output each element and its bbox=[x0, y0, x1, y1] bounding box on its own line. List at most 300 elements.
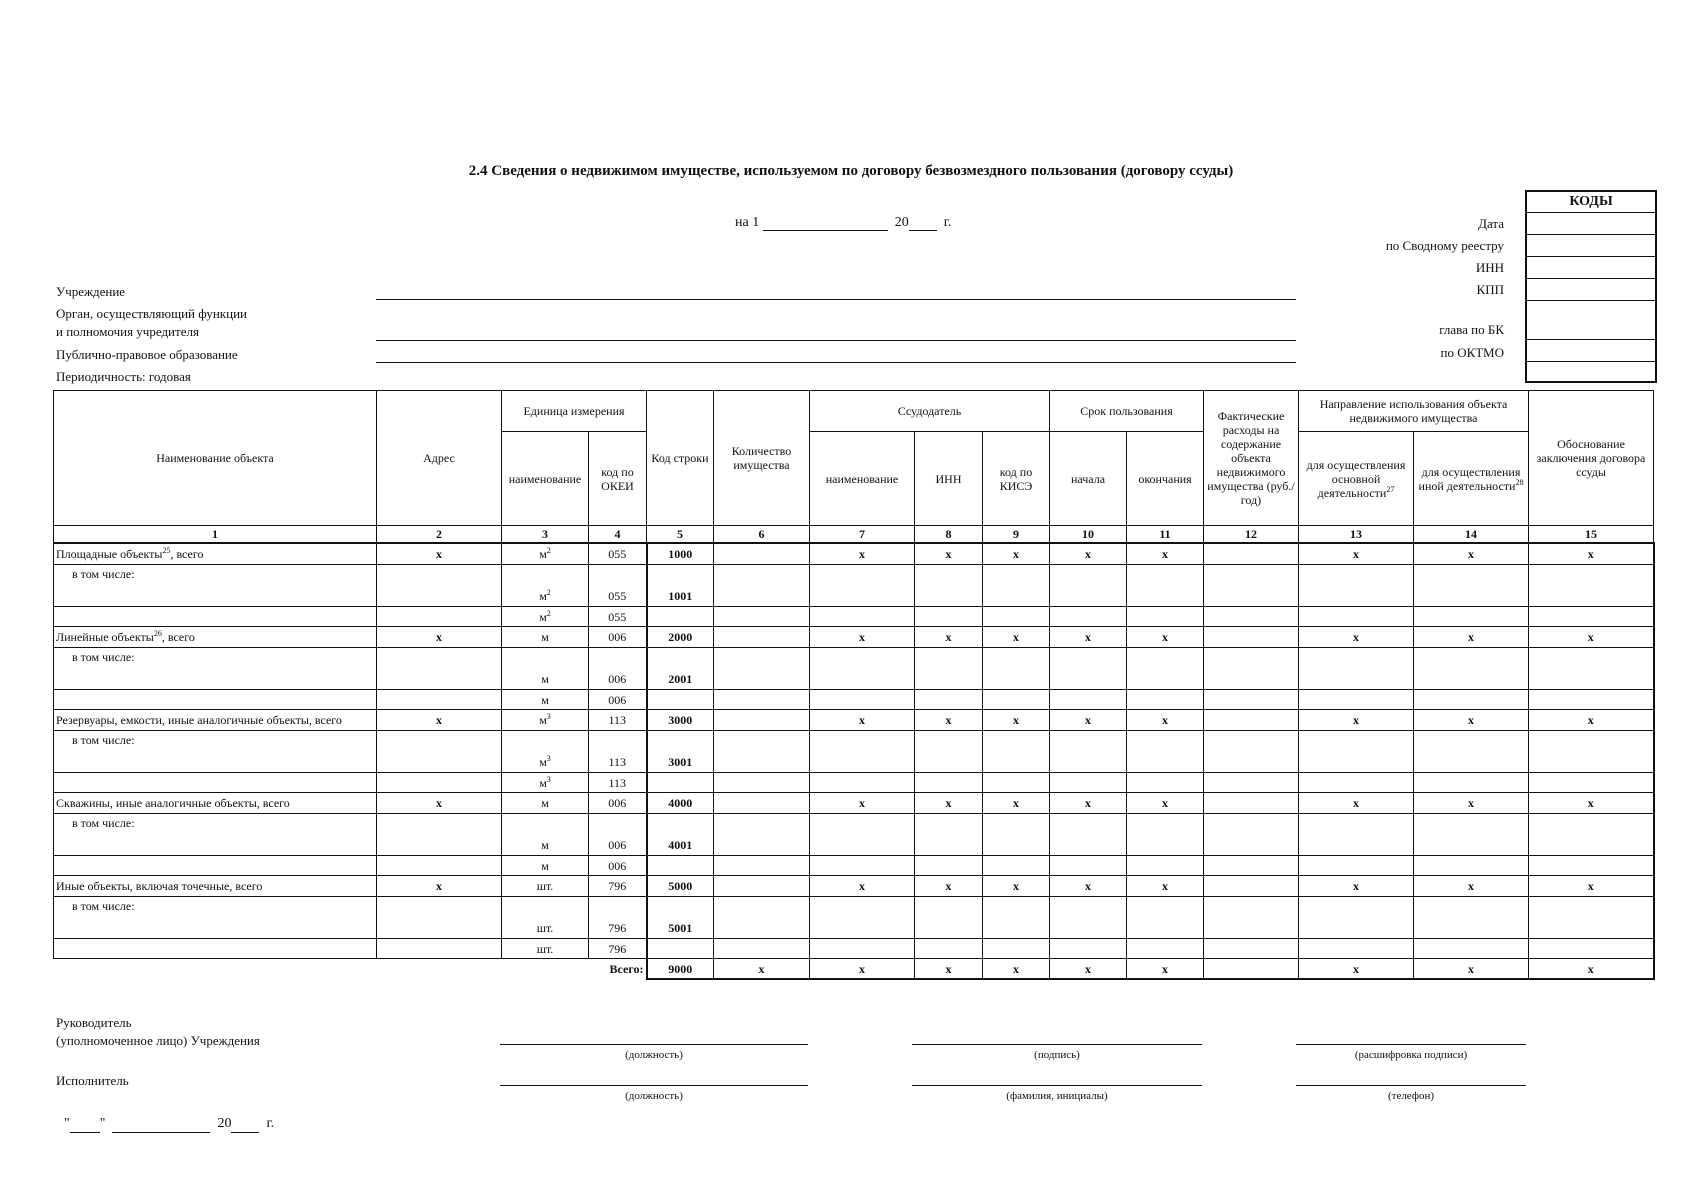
okei-code-cell: 006 bbox=[589, 648, 647, 690]
input-cell[interactable] bbox=[915, 773, 983, 793]
in-that-number-label: в том числе: bbox=[54, 731, 377, 773]
unit-name-cell bbox=[502, 814, 589, 856]
input-cell[interactable] bbox=[1204, 565, 1299, 607]
input-cell[interactable] bbox=[1050, 565, 1127, 607]
input-cell[interactable] bbox=[1204, 793, 1299, 814]
input-cell[interactable] bbox=[1299, 731, 1414, 773]
input-cell[interactable] bbox=[983, 565, 1050, 607]
input-cell[interactable] bbox=[915, 939, 983, 959]
x-cell: x bbox=[1414, 710, 1529, 731]
input-cell[interactable] bbox=[1127, 939, 1204, 959]
executor-phone-field[interactable] bbox=[1296, 1085, 1526, 1086]
unit-text: м bbox=[541, 838, 549, 852]
x-cell: x bbox=[1050, 627, 1127, 648]
x-cell: x bbox=[810, 876, 915, 897]
input-cell[interactable] bbox=[1414, 565, 1529, 607]
head-decoding-field[interactable] bbox=[1296, 1044, 1526, 1045]
x-cell: x bbox=[1414, 627, 1529, 648]
input-cell[interactable] bbox=[1299, 897, 1414, 939]
input-cell[interactable] bbox=[377, 856, 502, 876]
input-cell[interactable] bbox=[1299, 939, 1414, 959]
unit-text: шт. bbox=[536, 879, 554, 893]
input-cell[interactable] bbox=[1414, 897, 1529, 939]
header-direction: Направление использования объекта недвижимого имущества bbox=[1299, 391, 1529, 432]
input-cell[interactable] bbox=[1127, 690, 1204, 710]
unit-name-cell bbox=[502, 565, 589, 607]
input-cell[interactable] bbox=[1050, 773, 1127, 793]
input-cell[interactable] bbox=[54, 773, 377, 793]
input-cell[interactable] bbox=[1529, 856, 1654, 876]
code-registry-cell[interactable] bbox=[1527, 235, 1655, 257]
in-that-number-label: в том числе: bbox=[54, 648, 377, 690]
x-cell: x bbox=[1414, 543, 1529, 565]
input-cell[interactable] bbox=[983, 648, 1050, 690]
input-cell[interactable] bbox=[1299, 565, 1414, 607]
input-cell[interactable] bbox=[810, 565, 915, 607]
input-cell[interactable] bbox=[1414, 773, 1529, 793]
section-footnote: 26 bbox=[153, 629, 162, 638]
x-cell: x bbox=[1050, 876, 1127, 897]
input-cell[interactable] bbox=[1529, 939, 1654, 959]
unit-text: м bbox=[539, 547, 547, 561]
input-cell[interactable] bbox=[983, 731, 1050, 773]
input-cell[interactable] bbox=[54, 690, 377, 710]
input-cell[interactable] bbox=[714, 876, 810, 897]
x-cell: x bbox=[915, 793, 983, 814]
subrow-extra bbox=[54, 607, 1654, 627]
header-dir-main bbox=[1299, 432, 1414, 526]
input-cell[interactable] bbox=[1204, 543, 1299, 565]
in-that-number-label: в том числе: bbox=[54, 814, 377, 856]
input-cell[interactable] bbox=[1050, 939, 1127, 959]
row-code-cell[interactable] bbox=[647, 856, 714, 876]
input-cell[interactable] bbox=[983, 897, 1050, 939]
header-row-code: Код строки bbox=[647, 391, 714, 526]
input-cell[interactable] bbox=[915, 856, 983, 876]
input-cell[interactable] bbox=[714, 627, 810, 648]
section-name-text: Скважины, иные аналогичные объекты, всего bbox=[56, 796, 290, 810]
header-lender-name: наименование bbox=[810, 432, 915, 526]
codes-header: КОДЫ bbox=[1527, 192, 1655, 213]
row-code-cell[interactable] bbox=[647, 690, 714, 710]
input-cell[interactable] bbox=[810, 690, 915, 710]
input-cell[interactable] bbox=[54, 856, 377, 876]
input-cell[interactable] bbox=[1529, 897, 1654, 939]
total-spacer bbox=[54, 959, 377, 980]
subrow-extra bbox=[54, 856, 1654, 876]
header-object-name: Наименование объекта bbox=[54, 391, 377, 526]
column-number: 14 bbox=[1414, 526, 1529, 544]
input-cell[interactable] bbox=[1414, 690, 1529, 710]
input-cell[interactable] bbox=[810, 731, 915, 773]
input-cell[interactable] bbox=[1414, 648, 1529, 690]
head-label-2: (уполномоченное лицо) Учреждения bbox=[56, 1033, 260, 1048]
header-lender-inn: ИНН bbox=[915, 432, 983, 526]
total-row bbox=[54, 959, 1654, 980]
input-cell[interactable] bbox=[810, 607, 915, 627]
section-total-row bbox=[54, 710, 1654, 731]
codes-box bbox=[1525, 190, 1657, 383]
unit-text: шт. bbox=[536, 921, 554, 935]
input-cell[interactable] bbox=[1050, 731, 1127, 773]
row-code-cell: 2000 bbox=[647, 627, 714, 648]
input-cell[interactable] bbox=[915, 897, 983, 939]
unit-name-cell bbox=[502, 897, 589, 939]
subrow-detail bbox=[54, 565, 1654, 607]
input-cell[interactable] bbox=[1127, 565, 1204, 607]
section-name bbox=[54, 543, 377, 565]
input-cell[interactable] bbox=[1414, 814, 1529, 856]
x-cell: x bbox=[810, 627, 915, 648]
section-total-row bbox=[54, 627, 1654, 648]
x-cell: x bbox=[377, 710, 502, 731]
input-cell[interactable] bbox=[1050, 690, 1127, 710]
section-footnote: 25 bbox=[162, 546, 171, 555]
property-table bbox=[53, 390, 1655, 980]
input-cell[interactable] bbox=[54, 939, 377, 959]
institution-field[interactable] bbox=[376, 299, 1296, 300]
unit-name-cell bbox=[502, 607, 589, 627]
input-cell[interactable] bbox=[714, 856, 810, 876]
section-name bbox=[54, 793, 377, 814]
total-cell-x: x bbox=[983, 959, 1050, 980]
x-cell: x bbox=[1050, 710, 1127, 731]
okei-code-cell: 055 bbox=[589, 543, 647, 565]
input-cell[interactable] bbox=[714, 793, 810, 814]
input-cell[interactable] bbox=[1529, 690, 1654, 710]
input-cell[interactable] bbox=[1414, 939, 1529, 959]
code-kpp-cell[interactable] bbox=[1527, 279, 1655, 301]
column-number: 12 bbox=[1204, 526, 1299, 544]
header-unit-name: наименование bbox=[502, 432, 589, 526]
founder-label-2: и полномочия учредителя bbox=[56, 324, 199, 339]
input-cell[interactable] bbox=[1050, 607, 1127, 627]
input-cell[interactable] bbox=[915, 648, 983, 690]
input-cell[interactable] bbox=[1127, 897, 1204, 939]
public-entity-label: Публично-правовое образование bbox=[56, 347, 238, 362]
input-cell[interactable] bbox=[1204, 731, 1299, 773]
input-cell[interactable] bbox=[1204, 876, 1299, 897]
okei-code-cell: 796 bbox=[589, 876, 647, 897]
row-code-cell[interactable] bbox=[647, 607, 714, 627]
input-cell[interactable] bbox=[1529, 607, 1654, 627]
x-cell: x bbox=[1299, 710, 1414, 731]
total-cell-x: x bbox=[1050, 959, 1127, 980]
x-cell: x bbox=[810, 543, 915, 565]
head-signature-field[interactable] bbox=[912, 1044, 1202, 1045]
input-cell[interactable] bbox=[810, 897, 915, 939]
row-code-cell[interactable] bbox=[647, 939, 714, 959]
input-cell[interactable] bbox=[714, 731, 810, 773]
input-cell[interactable] bbox=[714, 648, 810, 690]
x-cell: x bbox=[983, 543, 1050, 565]
input-cell[interactable] bbox=[915, 565, 983, 607]
input-cell[interactable] bbox=[983, 856, 1050, 876]
header-quantity: Количество имущества bbox=[714, 391, 810, 526]
unit-name-cell bbox=[502, 543, 589, 565]
label-inn: ИНН bbox=[1475, 260, 1504, 275]
unit-name-cell bbox=[502, 627, 589, 648]
input-cell[interactable] bbox=[1299, 607, 1414, 627]
total-cell-x: x bbox=[1414, 959, 1529, 980]
input-cell[interactable] bbox=[1127, 731, 1204, 773]
input-cell[interactable] bbox=[810, 856, 915, 876]
input-cell[interactable] bbox=[377, 731, 502, 773]
input-cell[interactable] bbox=[1127, 856, 1204, 876]
input-cell[interactable] bbox=[1050, 856, 1127, 876]
header-dir-other-text: для осуществления иной деятельности bbox=[1418, 464, 1521, 493]
input-cell[interactable] bbox=[1050, 897, 1127, 939]
input-cell[interactable] bbox=[1529, 565, 1654, 607]
x-cell: x bbox=[1127, 543, 1204, 565]
unit-exponent: 3 bbox=[546, 754, 551, 763]
unit-text: м bbox=[541, 692, 549, 707]
okei-code-cell: 113 bbox=[589, 710, 647, 731]
input-cell[interactable] bbox=[1204, 627, 1299, 648]
input-cell[interactable] bbox=[714, 607, 810, 627]
unit-name-cell bbox=[502, 648, 589, 690]
x-cell: x bbox=[1127, 627, 1204, 648]
in-that-number-label: в том числе: bbox=[54, 565, 377, 607]
input-cell[interactable] bbox=[810, 939, 915, 959]
subrow-detail bbox=[54, 731, 1654, 773]
x-cell: x bbox=[1050, 543, 1127, 565]
header-term-end: окончания bbox=[1127, 432, 1204, 526]
code-oktmo-cell[interactable] bbox=[1527, 340, 1655, 362]
code-bk-cell[interactable] bbox=[1527, 301, 1655, 340]
in-that-number-label: в том числе: bbox=[54, 897, 377, 939]
input-cell[interactable] bbox=[1204, 856, 1299, 876]
label-oktmo: по ОКТМО bbox=[1440, 345, 1504, 360]
total-cell-x: x bbox=[714, 959, 810, 980]
x-cell: x bbox=[1529, 710, 1654, 731]
total-cell-x: x bbox=[1127, 959, 1204, 980]
input-cell[interactable] bbox=[377, 939, 502, 959]
code-periodicity-cell[interactable] bbox=[1527, 362, 1655, 381]
okei-code-cell: 055 bbox=[589, 565, 647, 607]
header-actual-costs: Фактические расходы на содержание объекта недвижимого имущества (руб./год) bbox=[1204, 391, 1299, 526]
input-cell[interactable] bbox=[1204, 939, 1299, 959]
input-cell[interactable] bbox=[1204, 814, 1299, 856]
input-cell[interactable] bbox=[54, 607, 377, 627]
x-cell: x bbox=[983, 627, 1050, 648]
input-cell[interactable] bbox=[714, 565, 810, 607]
caption-position: (должность) bbox=[625, 1049, 683, 1061]
unit-text: м bbox=[539, 609, 547, 624]
code-date-cell[interactable] bbox=[1527, 213, 1655, 235]
column-number: 8 bbox=[915, 526, 983, 544]
unit-exponent: 2 bbox=[546, 588, 551, 597]
unit-exponent: 2 bbox=[546, 608, 551, 618]
input-cell[interactable] bbox=[983, 690, 1050, 710]
input-cell[interactable] bbox=[1299, 773, 1414, 793]
input-cell[interactable] bbox=[377, 897, 502, 939]
unit-text: м bbox=[541, 858, 549, 873]
input-cell[interactable] bbox=[1204, 710, 1299, 731]
input-cell[interactable] bbox=[1204, 607, 1299, 627]
subrow-extra bbox=[54, 690, 1654, 710]
column-numbers-row bbox=[54, 526, 1654, 544]
input-cell[interactable] bbox=[1050, 814, 1127, 856]
institution-label: Учреждение bbox=[56, 284, 126, 299]
unit-text: м bbox=[539, 589, 547, 603]
x-cell: x bbox=[1127, 793, 1204, 814]
unit-exponent: 3 bbox=[546, 712, 551, 721]
input-cell[interactable] bbox=[810, 648, 915, 690]
total-costs-cell[interactable] bbox=[1204, 959, 1299, 980]
row-code-cell: 5000 bbox=[647, 876, 714, 897]
input-cell[interactable] bbox=[377, 648, 502, 690]
okei-code-cell: 796 bbox=[589, 939, 647, 959]
row-code-cell: 3000 bbox=[647, 710, 714, 731]
section-name-text: Площадные объекты bbox=[56, 547, 163, 561]
input-cell[interactable] bbox=[1127, 773, 1204, 793]
date-year-field[interactable] bbox=[909, 215, 937, 231]
x-cell: x bbox=[983, 710, 1050, 731]
section-total-row bbox=[54, 543, 1654, 565]
sign-date-line bbox=[64, 1115, 274, 1133]
input-cell[interactable] bbox=[983, 814, 1050, 856]
executor-label: Исполнитель bbox=[56, 1073, 129, 1088]
input-cell[interactable] bbox=[377, 814, 502, 856]
x-cell: x bbox=[1414, 793, 1529, 814]
x-cell: x bbox=[377, 793, 502, 814]
date-year-prefix: 20 bbox=[894, 215, 909, 230]
unit-exponent: 3 bbox=[546, 774, 551, 784]
row-code-cell: 3001 bbox=[647, 731, 714, 773]
input-cell[interactable] bbox=[714, 814, 810, 856]
label-bk: глава по БК bbox=[1439, 322, 1504, 337]
date-day-month-field[interactable] bbox=[763, 215, 888, 231]
input-cell[interactable] bbox=[1529, 648, 1654, 690]
input-cell[interactable] bbox=[1127, 814, 1204, 856]
input-cell[interactable] bbox=[1204, 773, 1299, 793]
sign-year-prefix: 20 bbox=[217, 1116, 232, 1131]
input-cell[interactable] bbox=[377, 565, 502, 607]
unit-text: м bbox=[541, 672, 549, 686]
input-cell[interactable] bbox=[714, 897, 810, 939]
input-cell[interactable] bbox=[377, 690, 502, 710]
input-cell[interactable] bbox=[1299, 856, 1414, 876]
input-cell[interactable] bbox=[1127, 648, 1204, 690]
unit-name-cell bbox=[502, 939, 589, 959]
input-cell[interactable] bbox=[1204, 690, 1299, 710]
input-cell[interactable] bbox=[714, 690, 810, 710]
x-cell: x bbox=[1529, 543, 1654, 565]
okei-code-cell: 006 bbox=[589, 627, 647, 648]
input-cell[interactable] bbox=[377, 773, 502, 793]
column-number: 5 bbox=[647, 526, 714, 544]
subrow-detail bbox=[54, 648, 1654, 690]
okei-code-cell: 113 bbox=[589, 773, 647, 793]
input-cell[interactable] bbox=[915, 814, 983, 856]
okei-code-cell: 796 bbox=[589, 897, 647, 939]
row-code-cell[interactable] bbox=[647, 773, 714, 793]
head-position-field[interactable] bbox=[500, 1044, 808, 1045]
x-cell: x bbox=[810, 710, 915, 731]
sign-day-field[interactable] bbox=[70, 1117, 100, 1133]
input-cell[interactable] bbox=[714, 939, 810, 959]
subrow-detail bbox=[54, 897, 1654, 939]
input-cell[interactable] bbox=[983, 773, 1050, 793]
x-cell: x bbox=[1127, 876, 1204, 897]
date-prefix: на 1 bbox=[735, 215, 760, 230]
column-number: 9 bbox=[983, 526, 1050, 544]
caption-phone: (телефон) bbox=[1387, 1090, 1435, 1102]
total-code: 9000 bbox=[647, 959, 714, 980]
total-spacer bbox=[377, 959, 502, 980]
input-cell[interactable] bbox=[1299, 690, 1414, 710]
column-number: 7 bbox=[810, 526, 915, 544]
input-cell[interactable] bbox=[377, 607, 502, 627]
column-number: 3 bbox=[502, 526, 589, 544]
x-cell: x bbox=[915, 543, 983, 565]
executor-position-field[interactable] bbox=[500, 1085, 808, 1086]
unit-exponent: 2 bbox=[546, 546, 551, 555]
input-cell[interactable] bbox=[1127, 607, 1204, 627]
input-cell[interactable] bbox=[1414, 731, 1529, 773]
column-number: 2 bbox=[377, 526, 502, 544]
section-name-text: Линейные объекты bbox=[56, 630, 154, 644]
input-cell[interactable] bbox=[983, 607, 1050, 627]
input-cell[interactable] bbox=[983, 939, 1050, 959]
input-cell[interactable] bbox=[1414, 607, 1529, 627]
header-term: Срок пользования bbox=[1050, 391, 1204, 432]
input-cell[interactable] bbox=[810, 814, 915, 856]
input-cell[interactable] bbox=[1299, 648, 1414, 690]
input-cell[interactable] bbox=[714, 773, 810, 793]
input-cell[interactable] bbox=[1529, 814, 1654, 856]
input-cell[interactable] bbox=[714, 710, 810, 731]
input-cell[interactable] bbox=[1299, 814, 1414, 856]
founder-field[interactable] bbox=[376, 340, 1296, 341]
input-cell[interactable] bbox=[714, 543, 810, 565]
unit-name-cell bbox=[502, 731, 589, 773]
caption-fio: (фамилия, инициалы) bbox=[1006, 1090, 1108, 1102]
executor-fio-field[interactable] bbox=[912, 1085, 1202, 1086]
sign-month-field[interactable] bbox=[112, 1117, 210, 1133]
sign-year-field[interactable] bbox=[231, 1117, 259, 1133]
input-cell[interactable] bbox=[810, 773, 915, 793]
caption-signature: (подпись) bbox=[1034, 1049, 1080, 1061]
x-cell: x bbox=[915, 710, 983, 731]
caption-executor-position: (должность) bbox=[625, 1090, 683, 1102]
total-cell-x: x bbox=[915, 959, 983, 980]
input-cell[interactable] bbox=[1050, 648, 1127, 690]
section-name-text: Резервуары, емкости, иные аналогичные объекты, всего bbox=[56, 713, 342, 727]
input-cell[interactable] bbox=[1204, 897, 1299, 939]
input-cell[interactable] bbox=[915, 731, 983, 773]
public-entity-field[interactable] bbox=[376, 362, 1296, 363]
column-number: 13 bbox=[1299, 526, 1414, 544]
input-cell[interactable] bbox=[1529, 773, 1654, 793]
head-label-1: Руководитель bbox=[56, 1015, 132, 1030]
code-inn-cell[interactable] bbox=[1527, 257, 1655, 279]
x-cell: x bbox=[1050, 793, 1127, 814]
input-cell[interactable] bbox=[1204, 648, 1299, 690]
x-cell: x bbox=[1529, 793, 1654, 814]
input-cell[interactable] bbox=[915, 607, 983, 627]
input-cell[interactable] bbox=[1529, 731, 1654, 773]
input-cell[interactable] bbox=[915, 690, 983, 710]
x-cell: x bbox=[983, 793, 1050, 814]
subrow-extra bbox=[54, 773, 1654, 793]
column-number: 4 bbox=[589, 526, 647, 544]
section-name-suffix: , всего bbox=[161, 630, 195, 644]
input-cell[interactable] bbox=[1414, 856, 1529, 876]
section-name bbox=[54, 710, 377, 731]
unit-name-cell bbox=[502, 793, 589, 814]
